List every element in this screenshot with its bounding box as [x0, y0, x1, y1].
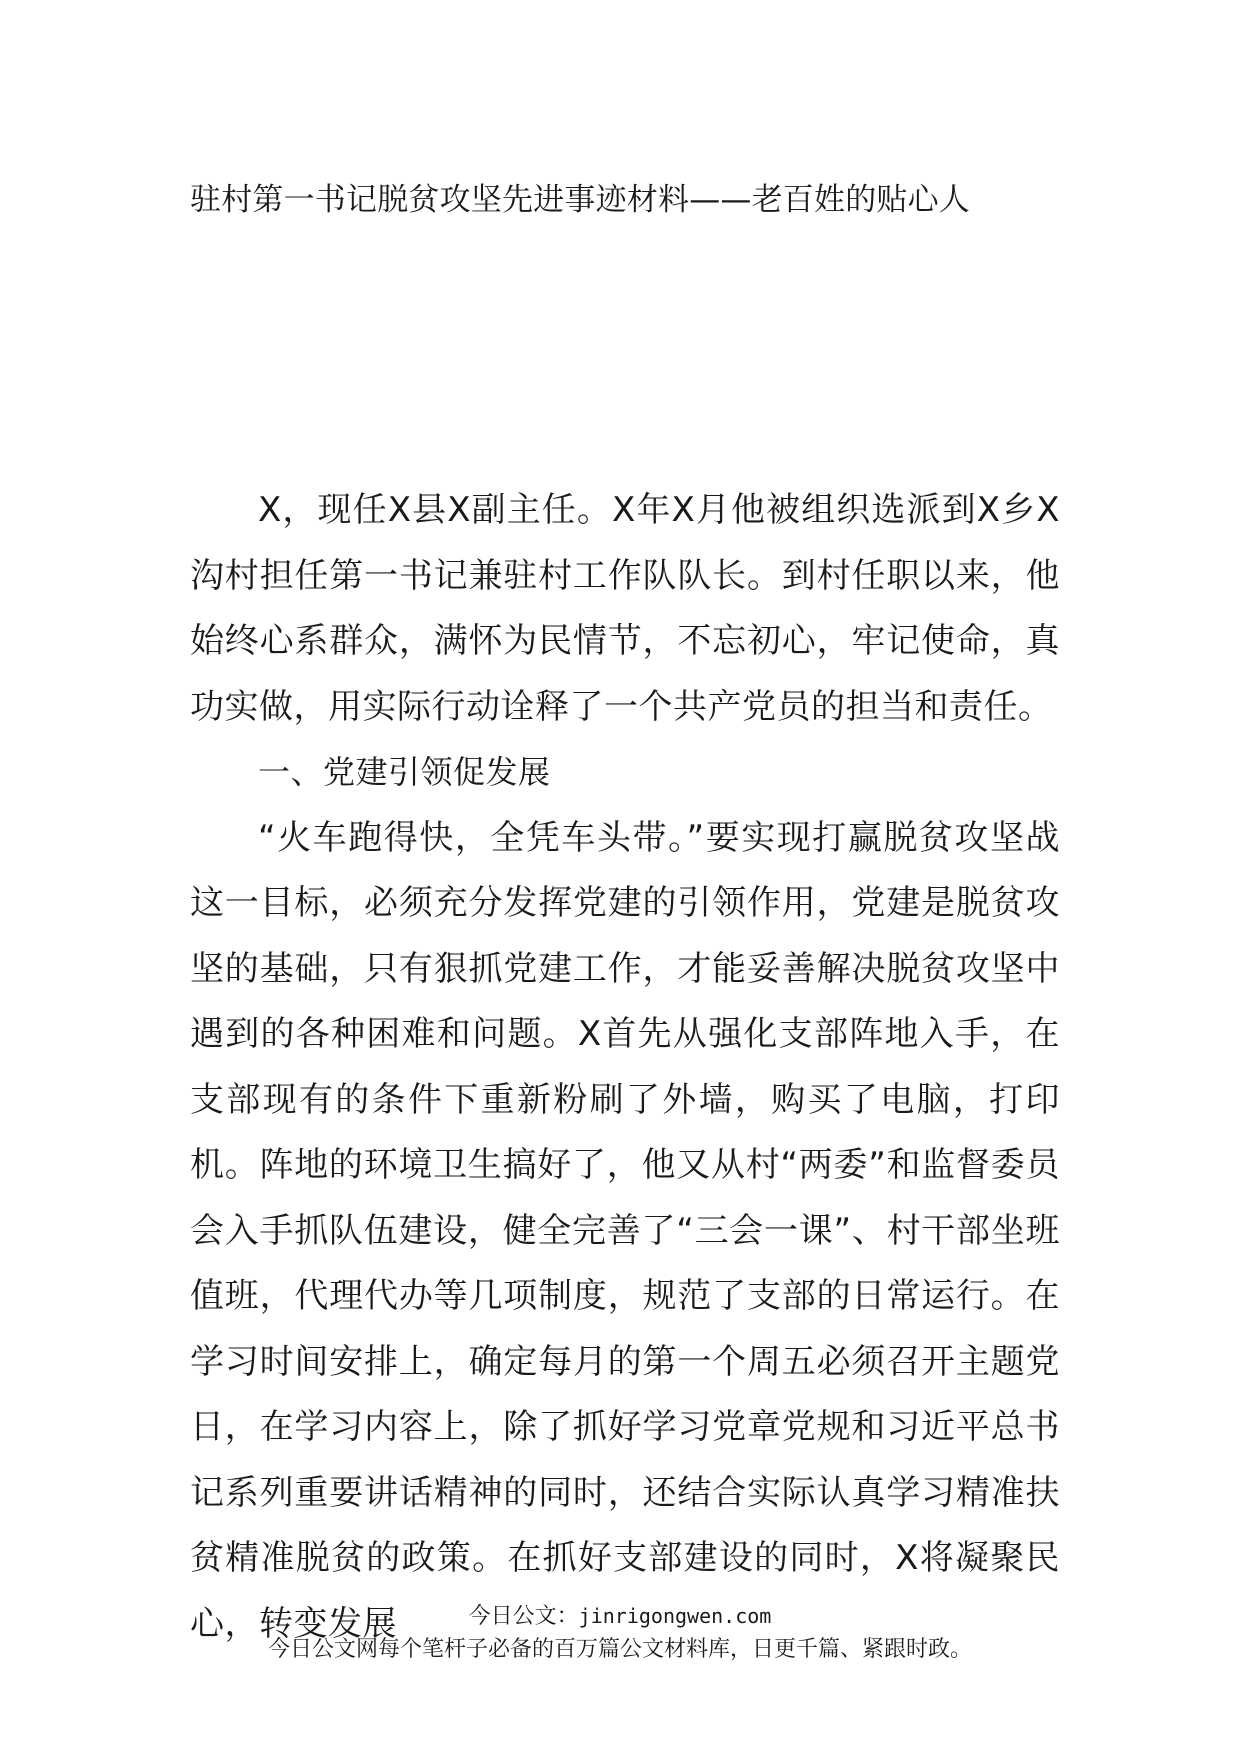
footer-label: 今日公文：	[468, 1604, 579, 1629]
section-paragraph: “火车跑得快，全凭车头带。”要实现打赢脱贫攻坚战这一目标，必须充分发挥党建的引领作用，党建是脱贫攻坚的基础，只有狠抓党建工作，才能妥善解决脱贫攻坚中遇到的各种困难和问题。X首先从强化支部阵地入手，在支部现有的条件下重新粉刷了外墙，购买了电脑，打印机。阵地的环境卫生搞好了，他又从村“两委”和监督委员会入手抓队伍建设，健全完善了“三会一课”、村干部坐班值班，代理代办等几项制度，规范了支部的日常运行。在学习时间安排上，确定每月的第一个周五必须召开主题党日，在学习内容上，除了抓好学习党章党规和习近平总书记系列重要讲话精神的同时，还结合实际认真学习精准扶贫精准脱贫的政策。在抓好支部建设的同时，X将凝聚民心，转变发展	[190, 817, 1060, 1644]
section-heading: 一、党建引领促发展	[258, 753, 551, 791]
document-title: 驻村第一书记脱贫攻坚先进事迹材料——老百姓的贴心人	[190, 182, 970, 218]
footer-url-link[interactable]: jinrigongwen.com	[578, 1604, 772, 1628]
document-body	[190, 478, 1060, 1657]
footer-source	[0, 1600, 1240, 1633]
footer-tagline: 今日公文网每个笔杆子必备的百万篇公文材料库，日更千篇、紧跟时政。	[267, 1637, 972, 1662]
page-footer	[0, 1600, 1240, 1667]
intro-paragraph: X，现任X县X副主任。X年X月他被组织选派到X乡X沟村担任第一书记兼驻村工作队队长。到村任职以来，他始终心系群众，满怀为民情节，不忘初心，牢记使命，真功实做，用实际行动诠释了一个共产党员的担当和责任。	[190, 490, 1060, 727]
